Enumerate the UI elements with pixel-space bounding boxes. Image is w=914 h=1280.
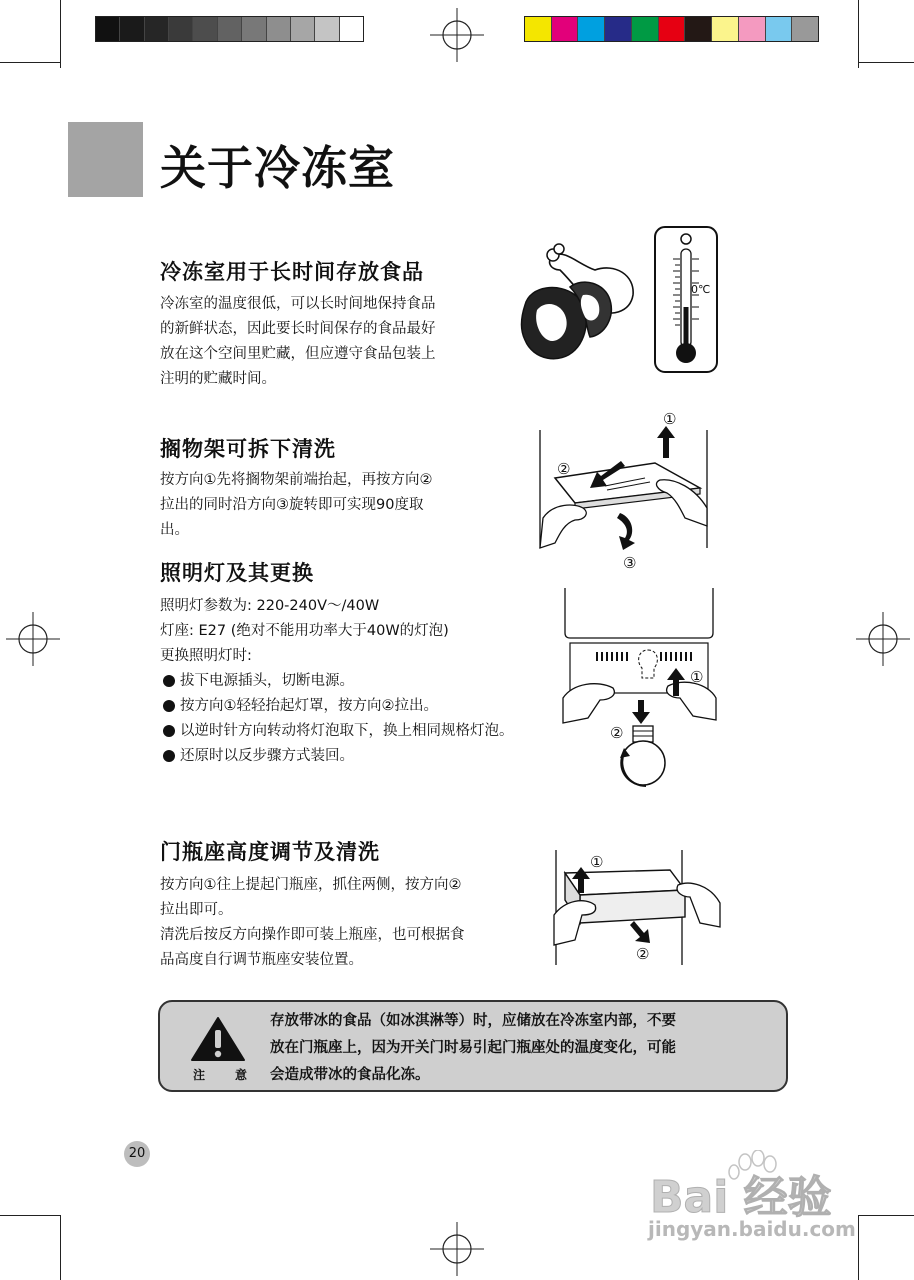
calibration-swatch xyxy=(339,17,363,41)
crop-mark xyxy=(0,1215,60,1216)
text-line: 按方向①往上提起门瓶座，抓住两侧，按方向② xyxy=(160,877,462,893)
calibration-swatch xyxy=(577,17,604,41)
list-item: 还原时以反步骤方式装回。 xyxy=(162,744,540,769)
registration-mark-left xyxy=(6,612,60,666)
caution-label xyxy=(193,1066,247,1083)
caution-label-char: 意 xyxy=(234,1068,247,1082)
text-line: 出。 xyxy=(160,522,189,538)
calibration-swatch xyxy=(525,17,551,41)
calibration-swatch xyxy=(604,17,631,41)
shelf-removal-illustration xyxy=(535,408,715,578)
text-line: 拉出即可。 xyxy=(160,902,233,918)
page-number: 20 xyxy=(124,1141,150,1167)
caution-notice-box xyxy=(158,1000,788,1092)
text-line: 按方向①先将搁物架前端抬起，再按方向② xyxy=(160,472,433,488)
door-shelf-illustration xyxy=(550,845,722,967)
text-line: 会造成带冰的食品化冻。 xyxy=(270,1067,430,1083)
direction-mark-2: ② xyxy=(557,460,571,478)
calibration-swatch xyxy=(738,17,765,41)
lamp-steps-list xyxy=(162,669,540,769)
calibration-swatch xyxy=(658,17,685,41)
calibration-swatch xyxy=(290,17,314,41)
text-line: 的新鲜状态，因此要长时间保存的食品最好 xyxy=(160,321,436,337)
direction-mark-1: ① xyxy=(690,668,704,686)
lamp-replacement-illustration xyxy=(558,588,718,793)
section-title-shelf: 搁物架可拆下清洗 xyxy=(160,437,336,461)
watermark-logo-text: Bai 经验 xyxy=(650,1172,832,1223)
calibration-swatch xyxy=(217,17,241,41)
calibration-swatch xyxy=(684,17,711,41)
calibration-swatch xyxy=(631,17,658,41)
text-line: 放在门瓶座上，因为开关门时易引起门瓶座处的温度变化，可能 xyxy=(270,1040,676,1056)
section-body-lamp xyxy=(160,594,449,669)
text-line: 冷冻室的温度很低，可以长时间地保持食品 xyxy=(160,296,436,312)
list-item: 按方向①轻轻抬起灯罩，按方向②拉出。 xyxy=(162,694,540,719)
frozen-food-illustration xyxy=(515,225,725,375)
registration-mark-top xyxy=(430,8,484,62)
section-body-shelf xyxy=(160,468,433,543)
registration-mark-bottom xyxy=(430,1222,484,1276)
calibration-swatch xyxy=(96,17,119,41)
crop-mark xyxy=(0,62,60,63)
caution-label-char: 注 xyxy=(193,1068,206,1082)
calibration-swatch xyxy=(791,17,818,41)
header-gray-block xyxy=(68,122,143,197)
calibration-swatch xyxy=(119,17,143,41)
crop-mark xyxy=(858,1215,914,1216)
calibration-swatch xyxy=(314,17,338,41)
text-line: 放在这个空间里贮藏，但应遵守食品包装上 xyxy=(160,346,436,362)
direction-mark-2: ② xyxy=(636,945,650,963)
text-line: 清洗后按反方向操作即可装上瓶座，也可根据食 xyxy=(160,927,465,943)
crop-mark xyxy=(60,0,61,68)
crop-mark xyxy=(858,0,859,68)
section-body-freezer xyxy=(160,292,436,392)
direction-mark-1: ① xyxy=(663,410,677,428)
text-line: 灯座: E27 (绝对不能用功率大于40W的灯泡) xyxy=(160,623,449,639)
calibration-swatch xyxy=(168,17,192,41)
watermark-url: jingyan.baidu.com xyxy=(648,1217,856,1241)
color-calibration-bar xyxy=(524,16,819,42)
thermometer-label: 0℃ xyxy=(691,283,711,296)
calibration-swatch xyxy=(711,17,738,41)
calibration-swatch xyxy=(266,17,290,41)
text-line: 存放带冰的食品（如冰淇淋等）时，应储放在冷冻室内部，不要 xyxy=(270,1013,676,1029)
calibration-swatch xyxy=(192,17,216,41)
list-item: 以逆时针方向转动将灯泡取下，换上相同规格灯泡。 xyxy=(162,719,540,744)
crop-mark xyxy=(60,1215,61,1280)
page-title: 关于冷冻室 xyxy=(160,141,395,195)
text-line: 照明灯参数为: 220-240V～/40W xyxy=(160,598,380,614)
list-item: 拔下电源插头，切断电源。 xyxy=(162,669,540,694)
section-title-lamp: 照明灯及其更换 xyxy=(160,561,314,585)
direction-mark-2: ② xyxy=(610,724,624,742)
section-body-door-shelf xyxy=(160,873,465,973)
section-title-door-shelf: 门瓶座高度调节及清洗 xyxy=(160,840,380,864)
section-title-freezer: 冷冻室用于长时间存放食品 xyxy=(160,260,424,284)
text-line: 注明的贮藏时间。 xyxy=(160,371,276,387)
text-line: 更换照明灯时: xyxy=(160,648,252,664)
registration-mark-right xyxy=(856,612,910,666)
calibration-swatch xyxy=(144,17,168,41)
calibration-swatch xyxy=(241,17,265,41)
caution-text xyxy=(270,1008,775,1089)
direction-mark-1: ① xyxy=(590,853,604,871)
direction-mark-3: ③ xyxy=(623,554,637,572)
warning-icon xyxy=(190,1016,246,1064)
grayscale-calibration-bar xyxy=(95,16,364,42)
text-line: 拉出的同时沿方向③旋转即可实现90度取 xyxy=(160,497,424,513)
calibration-swatch xyxy=(765,17,792,41)
crop-mark xyxy=(858,62,914,63)
calibration-swatch xyxy=(551,17,578,41)
text-line: 品高度自行调节瓶座安装位置。 xyxy=(160,952,363,968)
